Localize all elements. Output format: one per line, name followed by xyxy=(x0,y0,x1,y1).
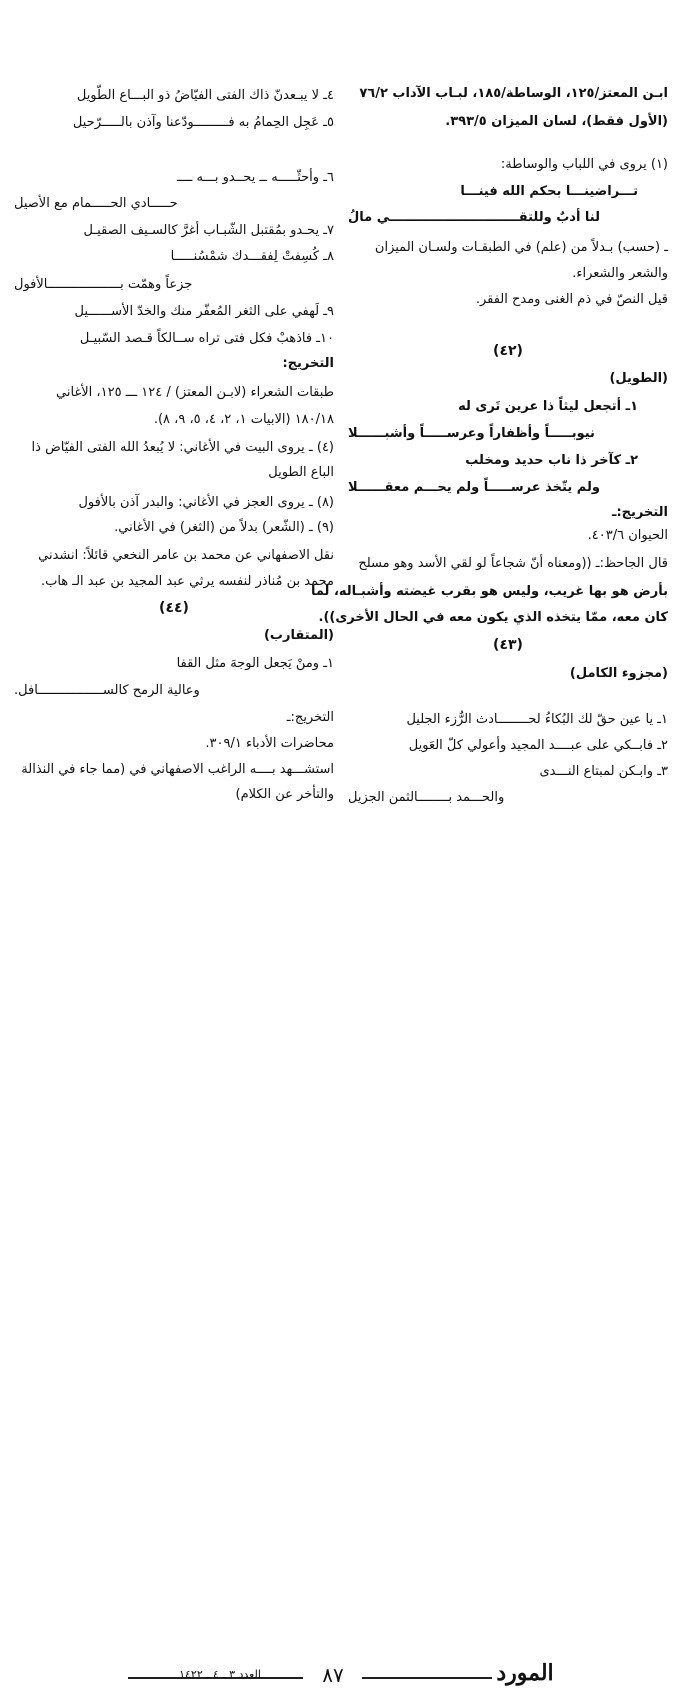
verse-line: ٩ـ لَهفي على الثغر المُعفّر منك والخدّ الأســــــيل xyxy=(74,304,334,319)
note-line: نقل الاصفهاني عن محمد بن عامر النخعي قائلاً: انشدني xyxy=(38,548,334,563)
verse-line: والحـــمد بــــــــالثمن الجزيل xyxy=(348,790,505,805)
footnote-line: والشعر والشعراء. xyxy=(572,266,668,281)
footer-rule xyxy=(362,1677,492,1679)
journal-logo: المورد xyxy=(496,1660,554,1686)
reference-line: محاضرات الأدباء ٣٠٩/١. xyxy=(205,736,334,751)
meter-label: (المتقارب) xyxy=(263,628,334,643)
verse-line: لنا أدبٌ وللتقـــــــــــــــــــــــــــــي مالُ xyxy=(348,210,600,225)
text-line: (الأول فقط)، لسان الميزان ٣٩٣/٥. xyxy=(445,114,668,129)
verse-line: ٥ـ عَجِل الحِمامُ به فـــــــــودّعنا وآذن بالـــــرّحيل xyxy=(72,115,334,130)
takhrij-heading: التخريج:ـ xyxy=(612,505,668,520)
section-number: (٤٤) xyxy=(159,600,189,616)
footnote-line: (١) يروى في اللباب والوساطة: xyxy=(500,157,668,172)
takhrij-heading: التخريج: xyxy=(282,356,334,371)
verse-line: ٤ـ لا يبـعدنّ ذاك الفتى الفيّاضُ ذو البـــاع الطّويل xyxy=(76,88,334,103)
reference-line: ١٨٠/١٨ (الابيات ١، ٢، ٤، ٥، ٩، ٨). xyxy=(153,412,334,427)
takhrij-heading: التخريج:ـ xyxy=(286,710,334,725)
meter-label: (الطويل) xyxy=(609,371,668,386)
right-column xyxy=(310,0,672,906)
verse-line: ١ـ يا عين حقّ لك البُكاءُ لحــــــــادث الرُّزء الجليل xyxy=(406,712,668,727)
reference-line: الحيوان ٤٠٣/٦. xyxy=(587,528,668,543)
verse-line: وعالية الرمح كالســـــــــــــــــافل. xyxy=(14,683,200,698)
reference-line: والتأخر عن الكلام) xyxy=(235,787,334,802)
reference-line: استشـــهد بــــه الراغب الاصفهاني في (مما جاء في النذالة xyxy=(21,762,334,777)
section-number: (٤٢) xyxy=(493,343,523,359)
meter-label: (مجزوء الكامل) xyxy=(569,666,668,681)
footnote-line: ـ (حسب) بـدلاً من (علم) في الطبقـات ولسـان الميزان xyxy=(374,240,668,255)
verse-line: ١ـ أتجعل ليثاً ذا عرين تَرى له xyxy=(458,399,638,414)
issue-label: العدد ٣ ـ ٤ ـ ١٤٢٢ xyxy=(179,1668,261,1681)
page-footer xyxy=(0,830,677,1687)
left-column xyxy=(14,0,338,906)
quote-line: بأرض هو بها غريب، وليس هو بقرب غيضته وأشبـاله، لما xyxy=(310,584,668,599)
verse-line: ٧ـ يحـدو بمُقتبل الشّبـاب أغرَّ كالسـيف الصقيـل xyxy=(83,223,334,238)
quote-line: كان معه، ممّا يتخذه الذي يكون معه في الحال الأخرى)). xyxy=(318,610,668,625)
verse-line: تـــراضينـــا بحكم الله فينـــا xyxy=(460,184,638,199)
verse-line: ٢ـ فابــكي على عبــــد المجيد وأعولي كلّ العَويل xyxy=(408,738,668,753)
verse-line: ١ـ ومنْ يَجعل الوجهَ مثل القفا xyxy=(176,656,334,671)
text-line: ابـن المعتز/١٢٥، الوساطة/١٨٥، لبـاب الآداب ٧٦/٢ xyxy=(359,86,668,101)
section-number: (٤٣) xyxy=(493,637,523,653)
verse-line: حـــــادي الحـــــمام مع الأصيل xyxy=(14,196,178,211)
verse-line: ولم يتّخذ عرســـــاً ولم يحـــم معقــــــلا xyxy=(348,480,600,495)
verse-line: ١٠ـ فاذهبْ فكل فتى تراه ســالكاً قـصد السّبيـل xyxy=(79,331,334,346)
page-number: ٨٧ xyxy=(322,1663,344,1687)
verse-line: ٨ـ كُسِفتْ لِفقـــدك شمْسُنـــــا xyxy=(170,249,334,264)
note-line: محمد بن مُناذر لنفسه يرثي عبد المجيد بن عبد الـ هاب. xyxy=(40,574,334,589)
verse-line: جزعاً وهمّت بـــــــــــــــــــالأفول xyxy=(14,277,193,292)
verse-line: ٢ـ كآخر ذا ناب حديد ومخلب xyxy=(465,453,638,468)
footnote-line: (٨) ـ يروى العجز في الأغاني: والبدر آذن بالأفول xyxy=(78,495,334,510)
footnote-line: قيل النصّ في ذم الغنى ومدح الفقر. xyxy=(475,292,668,307)
quote-line: قال الجاحظ:ـ ((ومعناه أنّ شجاعاً لو لقي الأسد وهو مسلح xyxy=(358,556,668,571)
footnote-line: (٤) ـ يروى البيت في الأغاني: لا يُبعدُ الله الفتى الفيّاض ذا xyxy=(31,440,334,455)
verse-line: ٦ـ وأحثّـــــه ــ يحــدو بـــه ــــ xyxy=(177,170,334,185)
footnote-line: الباع الطويل xyxy=(268,465,334,480)
verse-line: ٣ـ وابـكن لمبتاع النـــدى xyxy=(539,764,668,779)
footnote-line: (٩) ـ (الشّعر) بدلاً من (الثغر) في الأغاني. xyxy=(114,520,334,535)
verse-line: نيوبـــــاً وأظفاراً وعرســـــاً وأشبــــــلا xyxy=(348,426,595,441)
reference-line: طبقات الشعراء (لابـن المعتز) / ١٢٤ ـــ ١٢٥، الأغاني xyxy=(56,385,334,400)
